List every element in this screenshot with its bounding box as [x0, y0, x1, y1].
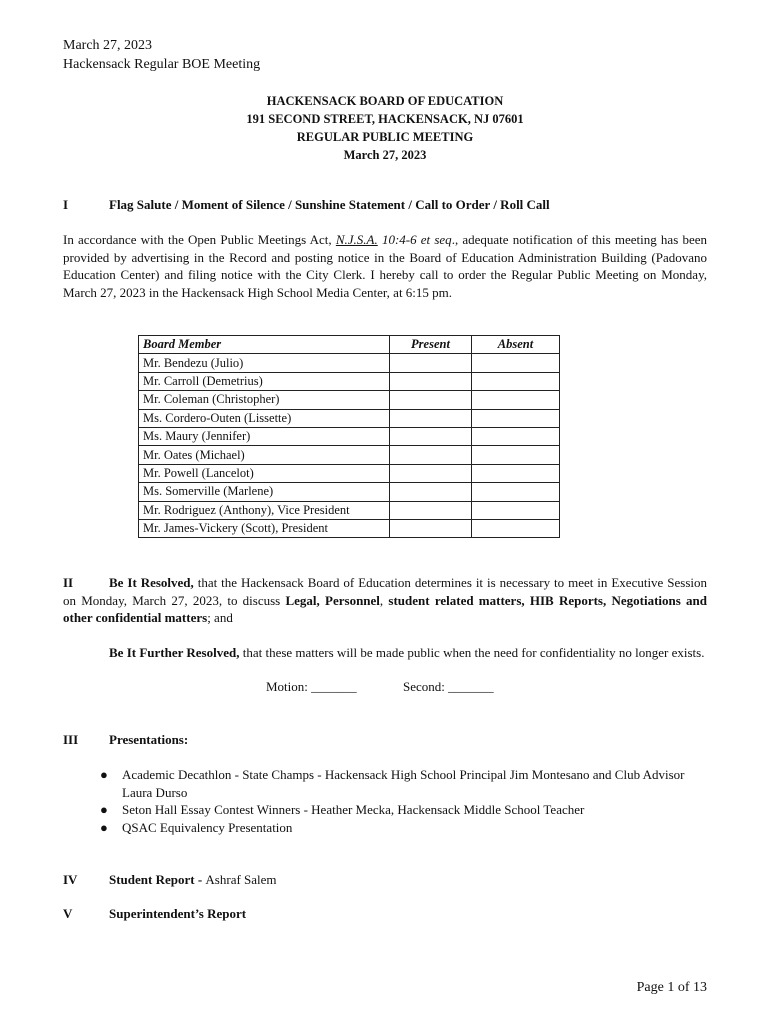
list-item — [100, 766, 700, 801]
further-resolution — [63, 644, 707, 662]
statute-citation: 10:4-6 et seq — [377, 232, 452, 247]
section-number: III — [63, 732, 79, 747]
absent-cell[interactable] — [472, 409, 560, 427]
section-1-heading — [63, 197, 550, 213]
table-row — [139, 519, 560, 537]
statement-text: In accordance with the Open Public Meetings Act, — [63, 232, 336, 247]
member-name: Mr. Bendezu (Julio) — [139, 354, 390, 372]
table-row — [139, 483, 560, 501]
student-name: Ashraf Salem — [205, 872, 277, 887]
member-name: Mr. Powell (Lancelot) — [139, 464, 390, 482]
present-cell[interactable] — [390, 391, 472, 409]
title-line-2: 191 SECOND STREET, HACKENSACK, NJ 07601 — [246, 112, 524, 126]
running-header-date: March 27, 2023 — [63, 38, 153, 53]
present-cell[interactable] — [390, 354, 472, 372]
present-cell[interactable] — [390, 464, 472, 482]
present-cell[interactable] — [390, 372, 472, 390]
member-name: Mr. Coleman (Christopher) — [139, 391, 390, 409]
title-line-3: REGULAR PUBLIC MEETING — [296, 130, 474, 144]
resolution-text: that the Hackensack Board of Education determines it is necessary to meet in Executive Session on Monday, March 27, 2023, to discuss — [63, 575, 707, 608]
running-header-meeting: Hackensack Regular BOE Meeting — [63, 57, 261, 72]
table-row — [139, 354, 560, 372]
bullet-icon: ● — [100, 767, 108, 782]
presentation-item: Seton Hall Essay Contest Winners - Heather Mecka, Hackensack Middle School Teacher — [122, 802, 585, 817]
present-cell[interactable] — [390, 427, 472, 445]
table-row — [139, 446, 560, 464]
member-name: Mr. Oates (Michael) — [139, 446, 390, 464]
absent-cell[interactable] — [472, 372, 560, 390]
table-row — [139, 427, 560, 445]
member-name: Ms. Cordero-Outen (Lissette) — [139, 409, 390, 427]
member-name: Mr. James-Vickery (Scott), President — [139, 519, 390, 537]
resolution-end: ; and — [207, 610, 233, 625]
resolution-topics-a: Legal, Personnel — [285, 592, 380, 608]
present-cell[interactable] — [390, 409, 472, 427]
statute-name: N.J.S.A. — [335, 232, 378, 247]
roll-call-table — [138, 335, 560, 538]
absent-cell[interactable] — [472, 354, 560, 372]
absent-cell[interactable] — [472, 446, 560, 464]
section-title: Presentations: — [109, 732, 189, 747]
absent-cell[interactable] — [472, 483, 560, 501]
absent-cell[interactable] — [472, 501, 560, 519]
bullet-icon: ● — [100, 802, 108, 817]
table-row — [139, 409, 560, 427]
section-number: II — [63, 575, 74, 590]
statement-text-cont: ., adequate notification of this meeting has been provided by advertising in the Record and posting notice in the Board of Education Administration Building (Padovano Education Center) and filing notice with the City Clerk. I hereby call to order the Regular Public Meeting on Monday, March 27, 2023 in the Hackensack High School Media Center, at 6:15 pm. — [63, 232, 707, 300]
section-title: Student Report - — [109, 872, 206, 887]
page-number: Page 1 of 13 — [636, 980, 707, 995]
member-name: Mr. Carroll (Demetrius) — [139, 372, 390, 390]
member-name: Mr. Rodriguez (Anthony), Vice President — [139, 501, 390, 519]
title-line-1: HACKENSACK BOARD OF EDUCATION — [266, 94, 504, 108]
section-5-heading — [63, 906, 246, 922]
member-name: Ms. Maury (Jennifer) — [139, 427, 390, 445]
absent-cell[interactable] — [472, 519, 560, 537]
section-4-heading — [63, 872, 277, 888]
present-cell[interactable] — [390, 483, 472, 501]
col-absent: Absent — [472, 336, 560, 354]
further-resolution-lead: Be It Further Resolved, — [109, 645, 240, 660]
section-number: IV — [63, 872, 78, 887]
absent-cell[interactable] — [472, 391, 560, 409]
table-header-row — [139, 336, 560, 354]
title-line-4: March 27, 2023 — [343, 148, 427, 162]
resolution-sep: , — [379, 592, 389, 608]
absent-cell[interactable] — [472, 427, 560, 445]
section-title: Superintendent’s Report — [109, 906, 247, 921]
present-cell[interactable] — [390, 519, 472, 537]
section-number: I — [63, 197, 69, 212]
col-board-member: Board Member — [139, 336, 390, 354]
second-field[interactable]: Second: _______ — [403, 679, 494, 694]
list-item — [100, 801, 700, 819]
presentation-item: QSAC Equivalency Presentation — [122, 820, 293, 835]
table-row — [139, 501, 560, 519]
executive-session-resolution — [63, 574, 707, 627]
bullet-icon: ● — [100, 820, 108, 835]
present-cell[interactable] — [390, 446, 472, 464]
motion-field[interactable]: Motion: _______ — [266, 679, 357, 694]
member-name: Ms. Somerville (Marlene) — [139, 483, 390, 501]
table-row — [139, 372, 560, 390]
resolution-topics-b: student related matters, HIB Reports, Negotiations and other confidential matters — [63, 592, 708, 625]
section-number: V — [63, 906, 73, 921]
section-3-heading — [63, 732, 188, 748]
present-cell[interactable] — [390, 501, 472, 519]
further-resolution-text: that these matters will be made public when the need for confidentiality no longer exists. — [239, 645, 705, 660]
table-row — [139, 464, 560, 482]
sunshine-statement — [63, 231, 707, 301]
list-item — [100, 819, 700, 837]
title-block — [0, 92, 770, 164]
col-present: Present — [390, 336, 472, 354]
table-row — [139, 391, 560, 409]
section-title: Flag Salute / Moment of Silence / Sunshine Statement / Call to Order / Roll Call — [109, 197, 550, 212]
presentation-item: Academic Decathlon - State Champs - Hackensack High School Principal Jim Montesano and Club Advisor Laura Durso — [122, 767, 685, 800]
absent-cell[interactable] — [472, 464, 560, 482]
resolution-lead: Be It Resolved, — [109, 575, 194, 590]
